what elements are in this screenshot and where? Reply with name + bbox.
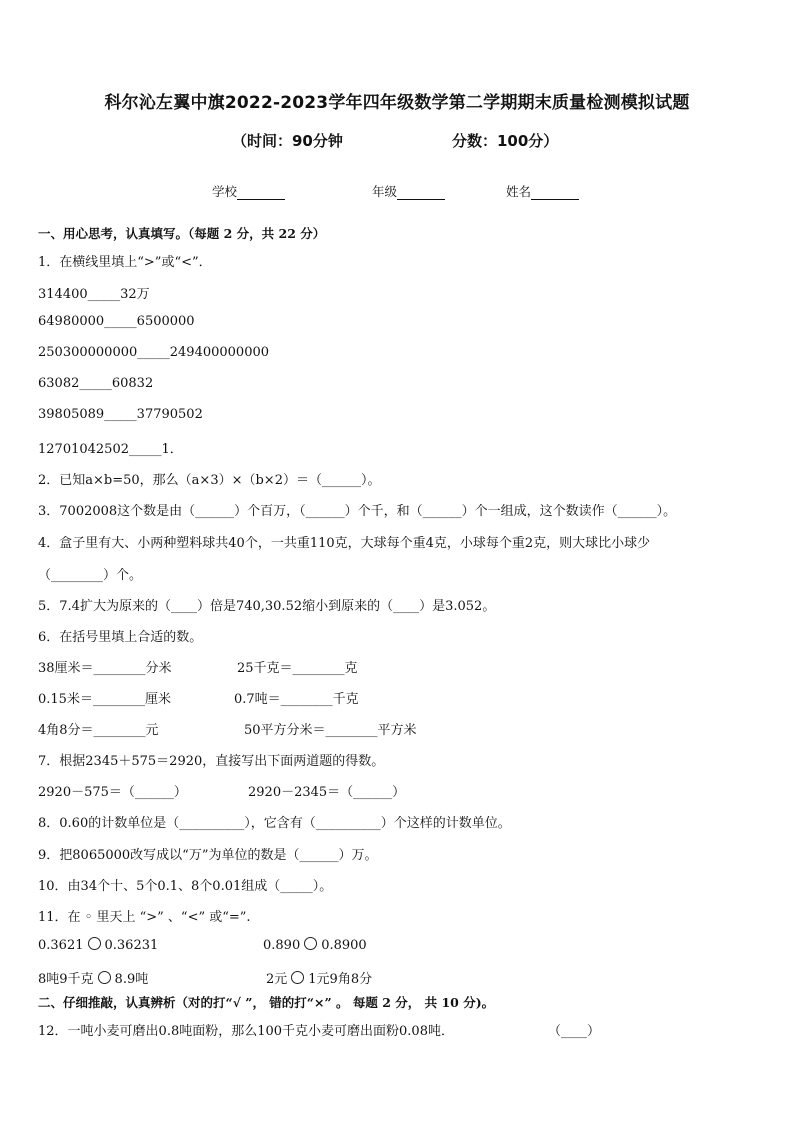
question-11b xyxy=(263,937,367,953)
question-9: 9．把8065000改写成以“万”为单位的数是（______）万。 xyxy=(38,848,378,863)
compare-left: 0.3621 xyxy=(38,938,84,953)
school-label: 学校 xyxy=(212,184,238,199)
school-field xyxy=(212,182,285,200)
question-6a: 38厘米＝________分米 xyxy=(38,661,172,676)
grade-field xyxy=(372,182,445,200)
compare-circle[interactable] xyxy=(304,937,317,950)
compare-circle[interactable] xyxy=(291,971,304,984)
question-1d: 63082_____60832 xyxy=(38,376,154,391)
compare-right: 1元9角8分 xyxy=(308,972,373,987)
name-blank xyxy=(531,187,579,200)
section-2-heading: 二、仔细推敲，认真辨析（对的打“√ ”， 错的打“×” 。 每题 2 分， 共 10 分)。 xyxy=(38,995,495,1010)
compare-right: 8.9吨 xyxy=(114,972,149,987)
question-8: 8．0.60的计数单位是（__________），它含有（__________）个这样的计数单位。 xyxy=(38,816,511,831)
grade-blank xyxy=(397,187,445,200)
name-label: 姓名 xyxy=(506,184,532,199)
question-5: 5．7.4扩大为原来的（____）倍是740,30.52缩小到原来的（____）是3.052。 xyxy=(38,599,496,614)
question-6b: 25千克＝________克 xyxy=(237,661,358,676)
compare-circle[interactable] xyxy=(98,971,111,984)
exam-time: （时间：90分钟 xyxy=(232,132,343,150)
compare-left: 2元 xyxy=(266,972,288,987)
question-1: 1．在横线里填上“>”或“<”． xyxy=(38,255,212,270)
exam-score: 分数：100分） xyxy=(452,132,559,150)
question-1f: 12701042502_____1． xyxy=(38,442,183,457)
question-6f: 50平方分米＝________平方米 xyxy=(244,723,417,738)
section-1-heading: 一、用心思考，认真填写。（每题 2 分，共 22 分） xyxy=(38,226,326,241)
question-11d xyxy=(266,968,372,987)
grade-label: 年级 xyxy=(372,184,398,199)
exam-title: 科尔沁左翼中旗2022-2023学年四年级数学第二学期期末质量检测模拟试题 xyxy=(104,93,690,113)
question-1e: 39805089_____37790502 xyxy=(38,407,203,422)
name-field xyxy=(506,182,579,200)
question-4-line1: 4．盒子里有大、小两种塑料球共40个，一共重110克，大球每个重4克，小球每个重2克，则大球比小球少 xyxy=(38,536,651,551)
question-6e: 4角8分＝________元 xyxy=(38,723,159,738)
compare-left: 8吨9千克 xyxy=(38,972,94,987)
question-11: 11．在 ◦ 里天上 “>” 、“<” 或“=”. xyxy=(38,910,251,925)
question-6d: 0.7吨＝________千克 xyxy=(234,692,359,707)
compare-circle[interactable] xyxy=(88,937,101,950)
question-11c xyxy=(38,968,148,987)
question-1c: 250300000000_____249400000000 xyxy=(38,345,270,360)
question-1b: 64980000_____6500000 xyxy=(38,314,195,329)
question-7: 7．根据2345＋575＝2920，直接写出下面两道题的得数。 xyxy=(38,754,385,769)
compare-left: 0.890 xyxy=(263,938,301,953)
question-11a xyxy=(38,937,158,953)
question-3: 3．7002008这个数是由（______）个百万，（______）个千，和（______）个一组成，这个数读作（______）。 xyxy=(38,504,677,519)
question-7a: 2920－575＝（______） xyxy=(38,785,187,800)
question-2: 2．已知a×b=50，那么（a×3）×（b×2）＝（______）。 xyxy=(38,473,381,488)
question-1a: 314400_____32万 xyxy=(38,287,150,302)
compare-right: 0.8900 xyxy=(321,938,367,953)
school-blank xyxy=(237,187,285,200)
question-12: 12．一吨小麦可磨出0.8吨面粉，那么100千克小麦可磨出面粉0.08吨． xyxy=(38,1024,454,1039)
question-6: 6．在括号里填上合适的数。 xyxy=(38,630,203,645)
question-6c: 0.15米＝________厘米 xyxy=(38,692,171,707)
compare-right: 0.36231 xyxy=(104,938,159,953)
question-7b: 2920－2345＝（______） xyxy=(248,785,406,800)
question-4-line2: （________）个。 xyxy=(38,568,143,583)
question-10: 10．由34个十、5个0.1、8个0.01组成（_____）。 xyxy=(38,879,333,894)
question-12-answer[interactable]: （____） xyxy=(548,1024,601,1039)
